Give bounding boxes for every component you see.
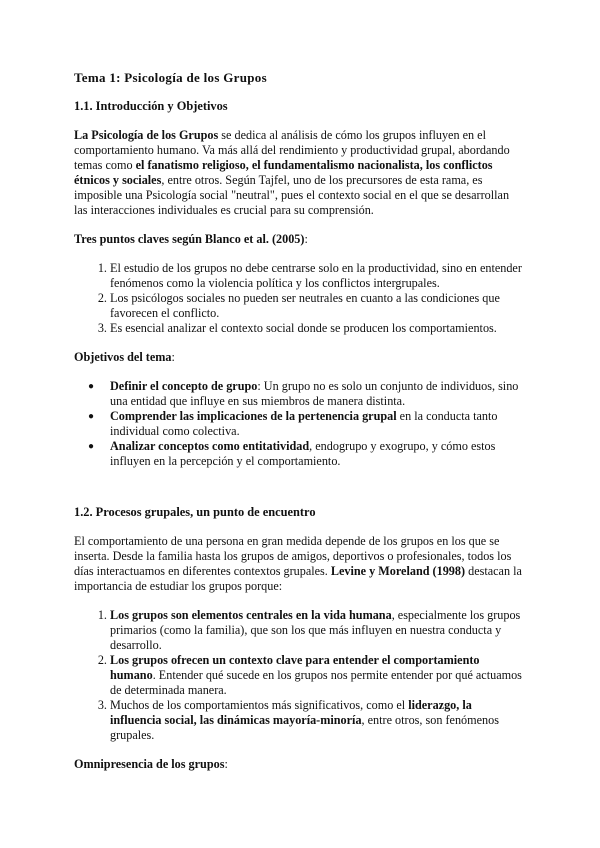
spacer xyxy=(74,483,524,505)
objectives-label: Objetivos del tema: xyxy=(74,350,175,364)
list-item: 1. Los grupos son elementos centrales en la vida humana, especialmente los grupos primarios (como la familia), que son los que más influyen en nuestra conducta y desarrollo. xyxy=(110,608,524,653)
section-2-intro: El comportamiento de una persona en gran medida depende de los grupos en los que se inserta. Desde la familia hasta los grupos de amigos, deportivos o profesionales, todos los días interactuamos en diferentes contextos grupales. Levine y Moreland (1998) destacan la importancia de estudiar los grupos porque: xyxy=(74,534,522,593)
intro-run-3: , entre otros. Según Tajfel, uno de los precursores de esta rama, es imposible una Psicología social "neutral", pues el contexto social en el que se desarrollan las interacciones individuales es crucial para su comprensión. xyxy=(74,173,510,217)
list-item: ● Analizar conceptos como entitatividad, endogrupo y exogrupo, y cómo estos influyen en la percepción y el comportamiento. xyxy=(110,439,524,469)
list-item: ● Definir el concepto de grupo: Un grupo no es solo un conjunto de individuos, sino una entidad que influye en sus miembros de manera distinta. xyxy=(110,379,524,409)
section-heading-1-1: 1.1. Introducción y Objetivos xyxy=(74,99,228,113)
section-heading-1-2: 1.2. Procesos grupales, un punto de encuentro xyxy=(74,505,316,519)
objectives-list xyxy=(74,379,524,469)
document-title: Tema 1: Psicología de los Grupos xyxy=(74,70,267,85)
document-page xyxy=(74,70,524,786)
list-item: 1. El estudio de los grupos no debe centrarse solo en la productividad, sino en entender fenómenos como la violencia política y los conflictos intergrupales. xyxy=(110,261,524,291)
key-points-label: Tres puntos claves según Blanco et al. (2005): xyxy=(74,232,308,246)
key-points-list xyxy=(74,261,524,336)
list-item: 2. Los grupos ofrecen un contexto clave para entender el comportamiento humano. Entender qué sucede en los grupos nos permite entender por qué actuamos de determinada manera. xyxy=(110,653,524,698)
omnipresence-label: Omnipresencia de los grupos: xyxy=(74,757,228,771)
intro-run-0: La Psicología de los Grupos xyxy=(74,128,219,142)
intro-paragraph xyxy=(74,128,524,218)
list-item: 3. Muchos de los comportamientos más significativos, como el liderazgo, la influencia social, las dinámicas mayoría-minoría, entre otros, son fenómenos grupales. xyxy=(110,698,524,743)
list-item: 2. Los psicólogos sociales no pueden ser neutrales en cuanto a las condiciones que favorecen el conflicto. xyxy=(110,291,524,321)
list-item: ● Comprender las implicaciones de la pertenencia grupal en la conducta tanto individual como colectiva. xyxy=(110,409,524,439)
intro-run-2: el fanatismo religioso, el fundamentalismo nacionalista, los conflictos étnicos y sociales xyxy=(74,158,493,187)
intro-run-1: se dedica al análisis de cómo los grupos influyen en el comportamiento humano. Va más allá del rendimiento y productividad grupal, abordando temas como xyxy=(74,128,510,172)
reasons-list xyxy=(74,608,524,743)
list-item: 3. Es esencial analizar el contexto social donde se producen los comportamientos. xyxy=(110,321,524,336)
